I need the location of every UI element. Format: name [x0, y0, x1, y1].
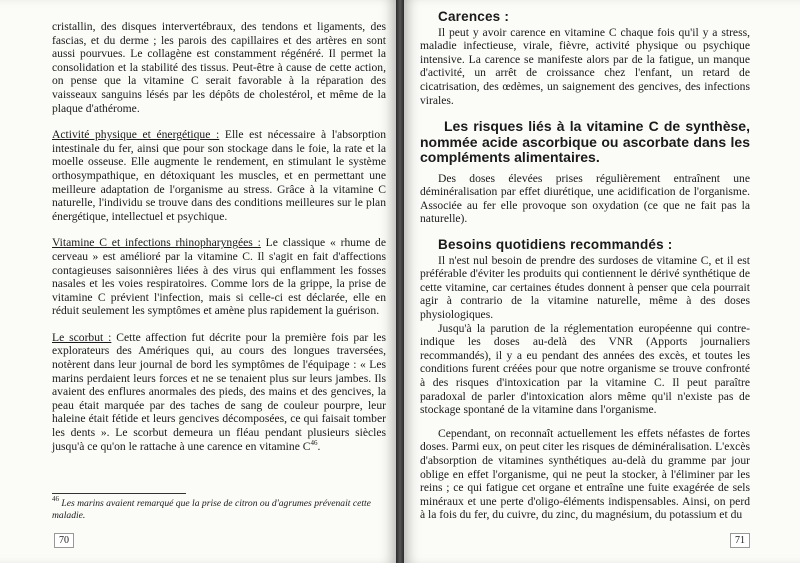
page-number-left: 70 — [54, 533, 74, 548]
footnote-divider — [52, 493, 186, 494]
paragraph-collagene: cristallin, des disques intervertébraux, des tendons et ligaments, des fascias, et du derme ; les parois des capillaires et des artères en sont aussi pourvues. Le collagène est constamment régénéré. Il permet la consolidation et la stabilité des tissus. Peut-être à cause de cette action, on pense que la vitamine C serait favorable à la réparation des vaisseaux sanguins lésés par les dépôts de cholestérol, et même de la plaque d'athérome. — [52, 20, 386, 115]
right-page-body — [420, 10, 750, 522]
heading-besoins-quotidiens: Besoins quotidiens recommandés : — [438, 237, 673, 253]
page-number-right: 71 — [730, 533, 750, 548]
left-page — [0, 0, 396, 563]
paragraph-text: Elle est nécessaire à l'absorption intestinale du fer, ainsi que pour son stockage dans le foie, la rate et la moelle osseuse. Elle augmente le rendement, en stimulant le système orthosympathique, en détoxiquant les muscles, et en permettant une meilleure adaptation de l'organisme au stress. Grâce à la vitamine C naturelle, l'individu se trouve dans des conditions meilleures sur le plan énergétique, intellectuel et psychique. — [52, 128, 386, 223]
footnote-reference[interactable]: 46 — [310, 438, 318, 447]
footnote-number: 46 — [52, 495, 59, 503]
footnote-text: Les marins avaient remarqué que la prise de citron ou d'agrumes prévenait cette maladie. — [52, 498, 371, 521]
paragraph-scorbut — [52, 331, 386, 453]
book-gutter — [396, 0, 404, 563]
footnote — [52, 495, 386, 521]
paragraph-label: Le scorbut : — [52, 330, 112, 344]
paragraph-infections — [52, 236, 386, 318]
paragraph-label: Vitamine C et infections rhinopharyngées : — [52, 236, 261, 250]
paragraph-text: Le classique « rhume de cerveau » est amélioré par la vitamine C. Il s'agit en fait d'affections contagieuses saisonnières liées à des virus qui enflamment les fosses nasales et les voies respiratoires. Comme lors de la grippe, la prise de vitamine C prévient l'infection, mais si celle-ci est déclarée, elle en réduit seulement les symptômes et amène plus rapidement la guérison. — [52, 236, 387, 318]
paragraph-activite-physique — [52, 128, 386, 223]
paragraph-end: . — [317, 439, 321, 453]
paragraph-surdoses: Il n'est nul besoin de prendre des surdoses de vitamine C, et il est préférable d'éviter les produits qui contiennent le dérivé synthétique de cette vitamine, car certaines études donnent à penser que cela pourrait agir à contrario de la vitamine naturelle, même à des doses physiologiques. — [420, 253, 750, 321]
paragraph-reglementation: Jusqu'à la parution de la réglementation européenne qui contre-indique les doses au-delà des VNR (Apports journaliers recommandés), il y a eu pendant des années des excès, et toutes les conditions furent créées pour que notre organisme se trouve confronté à des risques d'intoxication par la vitamine C. Il peut paraître paradoxal de parler d'intoxication alors même qu'il n'existe pas de stockage spontané de la vitamine dans l'organisme. — [420, 321, 750, 417]
heading-risques-synthese: Les risques liés à la vitamine C de synthèse, nommée acide ascorbique ou ascorbate dans les compléments alimentaires. — [420, 118, 750, 166]
paragraph-risques: Des doses élevées prises régulièrement entraînent une déminéralisation par effet diurétique, une acidification de l'organisme. Associée au fer elle provoque son oxydation (ce que ne fait pas la naturelle). — [420, 171, 750, 226]
paragraph-demineralisation: Cependant, on reconnaît actuellement les effets néfastes de fortes doses. Parmi eux, on peut citer les risques de déminéralisation. L'excès d'absorption de vitamines synthétiques au-delà du gramme par jour oblige en effet l'organisme, qui ne peut la stocker, à l'éliminer par les reins ; ce qui fatigue cet organe et entraîne une fuite exagérée de sels minéraux et une perte d'oligo-éléments indispensables. Ainsi, on perd à la fois du fer, du cuivre, du zinc, du magnésium, du potassium et du — [420, 426, 750, 522]
left-page-body — [52, 20, 386, 453]
paragraph-carences: Il peut y avoir carence en vitamine C chaque fois qu'il y a stress, maladie infectieuse, virale, fièvre, activité physique ou psychique intensive. La carence se manifeste alors par de la fatigue, un manque d'activité, un arrêt de croissance chez l'enfant, un retard de cicatrisation, des œdèmes, un saignement des gencives, des infections virales. — [420, 25, 750, 107]
heading-carences: Carences : — [438, 9, 510, 24]
paragraph-label: Activité physique et énergétique : — [52, 128, 220, 142]
right-page — [404, 0, 800, 563]
paragraph-text: Cette affection fut décrite pour la première fois par les explorateurs des Amériques qui, au cours des longues traversées, notèrent dans leur journal de bord les symptômes de l'équipage : « Les marins perdaient leurs forces et ne se tenaient plus sur leurs jambes. Ils avaient des enflures anormales des pieds, des mains et des gencives, la peau était marquée par des taches de sang de couleur pourpre, leur haleine était fétide et leurs gencives décomposées, ce qui faisait tomber les dents ». Le scorbut demeura un fléau pendant plusieurs siècles jusqu'à ce qu'on le rattache à une carence en vitamine C — [52, 330, 386, 453]
